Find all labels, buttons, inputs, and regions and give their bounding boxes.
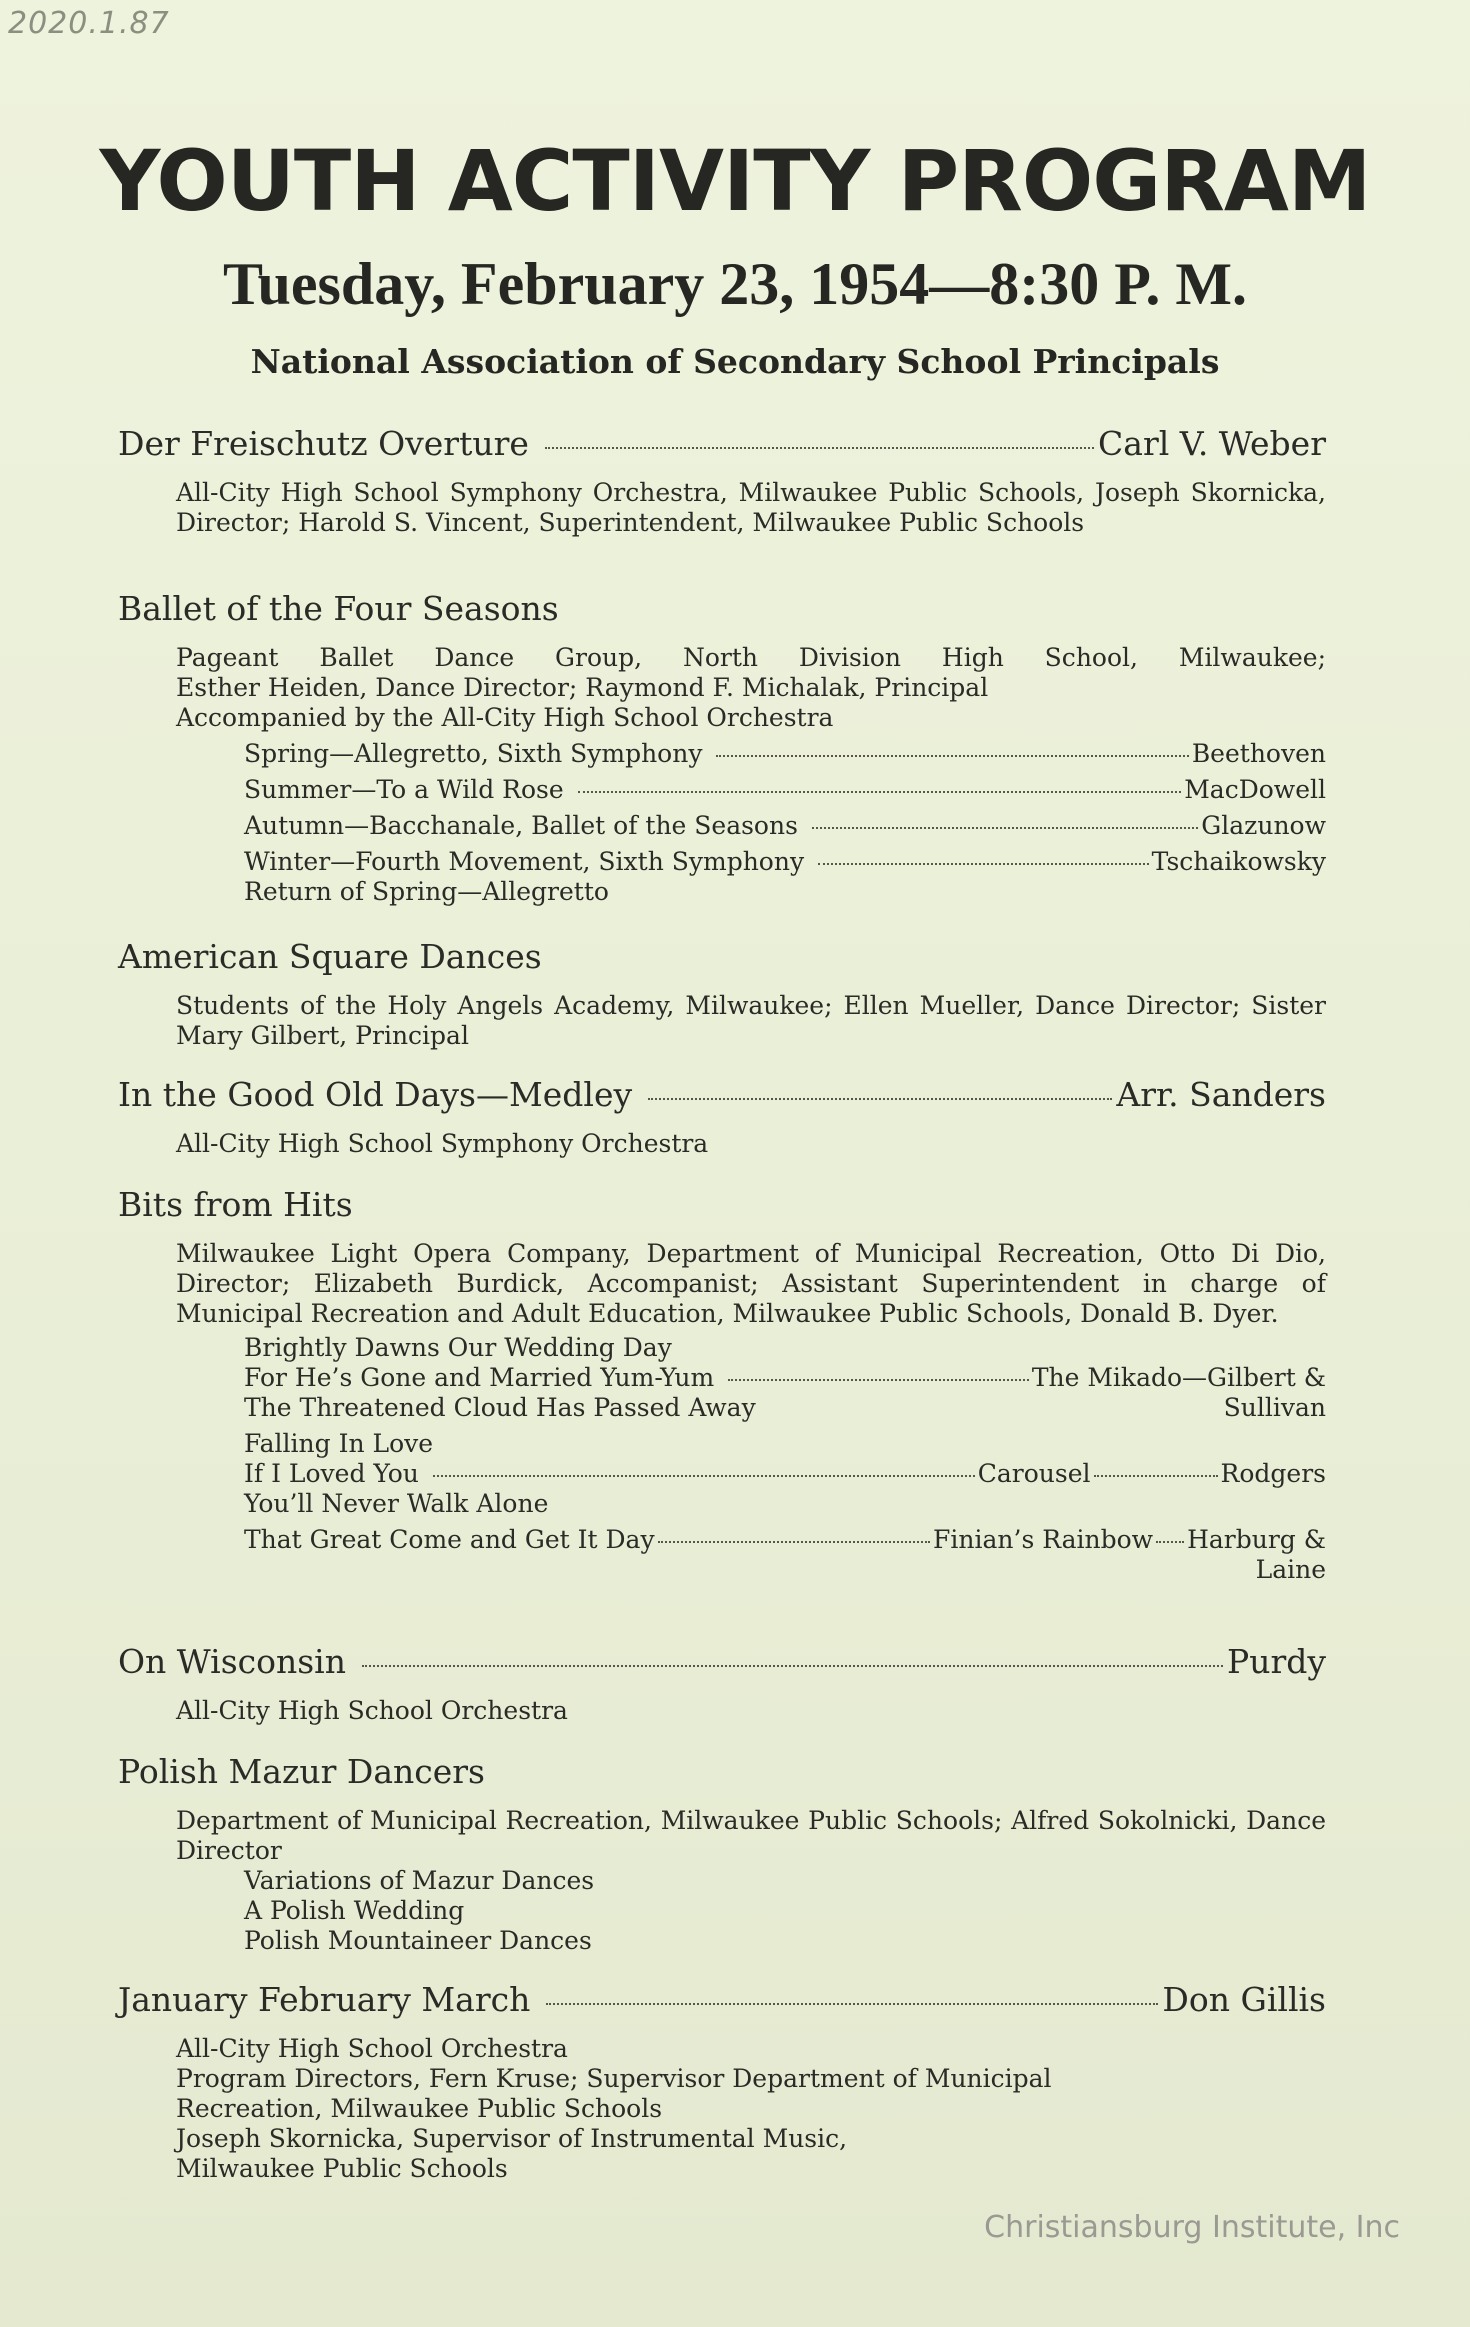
- association-name: National Association of Secondary School Principals: [250, 342, 1220, 381]
- desc-line: Milwaukee Public Schools: [176, 2154, 508, 2183]
- item-title: Ballet of the Four Seasons: [118, 589, 559, 628]
- leader-dots: [812, 827, 1198, 829]
- ballet-part: [244, 811, 1326, 841]
- program-item-freischutz: [118, 424, 1326, 538]
- song-line: [244, 1459, 1326, 1489]
- dance-list: [118, 1866, 1326, 1956]
- program-item-square-dances: [118, 937, 1326, 1051]
- show-name: Carousel: [977, 1459, 1091, 1488]
- item-title: American Square Dances: [118, 937, 542, 976]
- part-title: Autumn—Bacchanale, Ballet of the Seasons: [244, 811, 798, 840]
- ballet-part: [244, 877, 1326, 907]
- song-title: If I Loved You: [244, 1459, 419, 1488]
- ballet-part: [244, 739, 1326, 769]
- dance-line: Polish Mountaineer Dances: [244, 1926, 592, 1955]
- item-heading: [118, 424, 1326, 470]
- item-description: Students of the Holy Angels Academy, Milwaukee; Ellen Mueller, Dance Director; Sister Mary Gilbert, Principal: [176, 991, 1326, 1050]
- leader-dots: [728, 1379, 1029, 1381]
- desc-line: All-City High School Orchestra: [176, 2034, 568, 2063]
- song-title: For He’s Gone and Married Yum-Yum: [244, 1363, 715, 1392]
- program-title: YOUTH ACTIVITY PROGRAM: [99, 132, 1371, 230]
- part-title: Winter—Fourth Movement, Sixth Symphony: [244, 847, 805, 876]
- part-title: Spring—Allegretto, Sixth Symphony: [244, 739, 703, 768]
- song-title: That Great Come and Get It Day: [244, 1525, 655, 1554]
- song-list: [118, 1333, 1326, 1585]
- item-description: All-City High School Orchestra: [176, 1696, 568, 1725]
- item-title: On Wisconsin: [118, 1642, 346, 1681]
- dance-line: A Polish Wedding: [244, 1896, 465, 1925]
- item-heading: [118, 937, 1326, 983]
- part-composer: MacDowell: [1184, 775, 1326, 804]
- item-composer: Don Gillis: [1162, 1980, 1326, 2019]
- item-description: [176, 643, 1326, 733]
- item-heading: [118, 1980, 1326, 2026]
- item-title: Polish Mazur Dancers: [118, 1752, 485, 1791]
- song-line: [244, 1489, 1326, 1519]
- leader-dots: [433, 1475, 975, 1477]
- ballet-part: [244, 775, 1326, 805]
- item-heading: [118, 589, 1326, 635]
- song-title: Brightly Dawns Our Wedding Day: [244, 1333, 672, 1362]
- leader-dots: [362, 1665, 1223, 1667]
- part-composer: Tschaikowsky: [1151, 847, 1326, 876]
- item-composer: Carl V. Weber: [1098, 424, 1326, 463]
- item-description: All-City High School Symphony Orchestra, Milwaukee Public Schools, Joseph Skornicka, Director; Harold S. Vincent, Superintendent, Milwaukee Public Schools: [176, 478, 1326, 537]
- show-credit: The Mikado—Gilbert &: [1031, 1363, 1326, 1392]
- song-title: The Threatened Cloud Has Passed Away: [244, 1393, 756, 1422]
- desc-line: Accompanied by the All-City High School Orchestra: [176, 703, 834, 732]
- desc-line: Pageant Ballet Dance Group, North Division High School, Milwaukee;: [176, 643, 1326, 672]
- part-title: Return of Spring—Allegretto: [244, 877, 609, 906]
- item-description: Milwaukee Light Opera Company, Department of Municipal Recreation, Otto Di Dio, Director; Elizabeth Burdick, Accompanist; Assistant Superintendent in charge of Municipal Recreation and Adult Education, Milwaukee Public Schools, Donald B. Dyer.: [176, 1239, 1326, 1328]
- leader-dots: [1094, 1475, 1218, 1477]
- leader-dots: [658, 1541, 930, 1543]
- watermark: Christiansburg Institute, Inc: [984, 2210, 1400, 2245]
- item-title: Bits from Hits: [118, 1185, 353, 1224]
- item-heading: [118, 1642, 1326, 1688]
- show-composer: Rodgers: [1220, 1459, 1326, 1488]
- show-composer: Harburg &: [1187, 1525, 1326, 1554]
- leader-dots: [1156, 1541, 1184, 1543]
- item-heading: [118, 1075, 1326, 1121]
- desc-line: Joseph Skornicka, Supervisor of Instrumental Music,: [176, 2124, 848, 2153]
- song-line: [244, 1429, 1326, 1459]
- leader-dots: [546, 2003, 1158, 2005]
- program-item-ballet: [118, 589, 1326, 907]
- leader-dots: [716, 755, 1188, 757]
- program-item-bits-from-hits: [118, 1185, 1326, 1585]
- song-title: You’ll Never Walk Alone: [244, 1489, 549, 1518]
- item-description: Department of Municipal Recreation, Milwaukee Public Schools; Alfred Sokolnicki, Dance Director: [176, 1806, 1326, 1865]
- program-item-on-wisconsin: [118, 1642, 1326, 1726]
- item-heading: [118, 1752, 1326, 1798]
- show-name: Finian’s Rainbow: [933, 1525, 1154, 1554]
- item-heading: [118, 1185, 1326, 1231]
- item-description: All-City High School Symphony Orchestra: [176, 1129, 709, 1158]
- leader-dots: [578, 791, 1182, 793]
- item-title: Der Freischutz Overture: [118, 424, 529, 463]
- accession-number: 2020.1.87: [8, 6, 170, 41]
- program-item-polish-mazur: [118, 1752, 1326, 1956]
- song-line: [244, 1393, 1326, 1423]
- item-title: In the Good Old Days—Medley: [118, 1075, 633, 1114]
- song-title: Falling In Love: [244, 1429, 434, 1458]
- dance-line: Variations of Mazur Dances: [244, 1866, 595, 1895]
- part-composer: Beethoven: [1191, 739, 1326, 768]
- desc-line: Program Directors, Fern Kruse; Supervisor Department of Municipal: [176, 2064, 1052, 2093]
- show-composer: Laine: [1255, 1555, 1326, 1584]
- leader-dots: [818, 863, 1149, 865]
- part-composer: Glazunow: [1201, 811, 1326, 840]
- ballet-part: [244, 847, 1326, 877]
- desc-line: Esther Heiden, Dance Director; Raymond F. Michalak, Principal: [176, 673, 989, 702]
- part-title: Summer—To a Wild Rose: [244, 775, 564, 804]
- song-line: [244, 1525, 1326, 1555]
- leader-dots: [648, 1098, 1112, 1100]
- show-credit: Sullivan: [1223, 1393, 1326, 1422]
- program-item-january-february-march: [118, 1980, 1326, 2184]
- song-line: [244, 1333, 1326, 1363]
- leader-dots: [545, 447, 1094, 449]
- program-datetime: Tuesday, February 23, 1954—8:30 P. M.: [223, 251, 1247, 317]
- desc-line: Recreation, Milwaukee Public Schools: [176, 2094, 663, 2123]
- item-composer: Purdy: [1227, 1642, 1326, 1681]
- item-description: [176, 2034, 1326, 2184]
- song-line: [244, 1363, 1326, 1393]
- item-title: January February March: [118, 1980, 531, 2019]
- item-composer: Arr. Sanders: [1116, 1075, 1326, 1114]
- song-line: [244, 1555, 1326, 1585]
- program-item-good-old-days: [118, 1075, 1326, 1159]
